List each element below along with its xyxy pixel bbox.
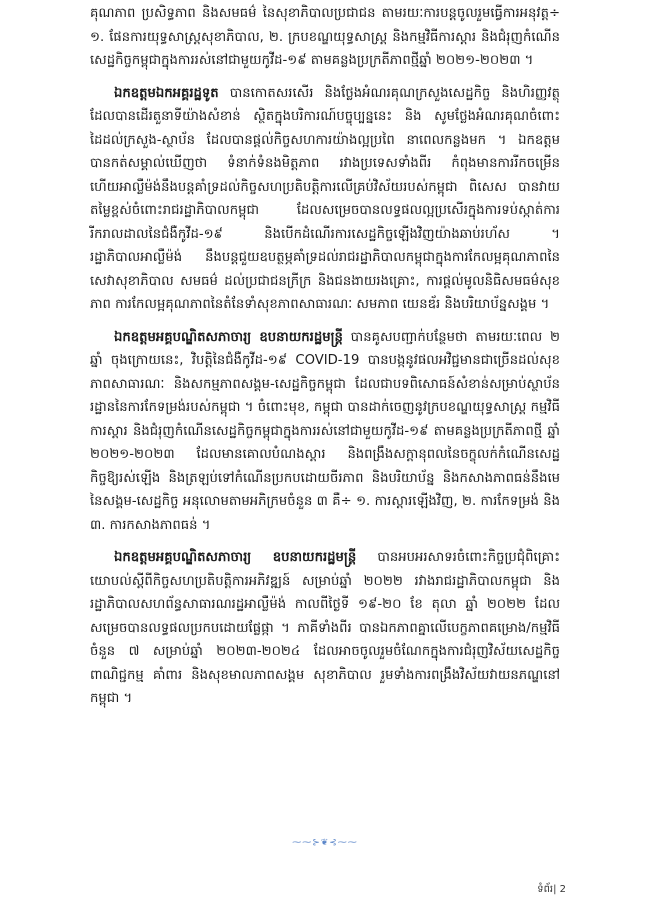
paragraph-3 <box>90 326 560 538</box>
divider-ornament-icon: ⁓⁓⊱❦⊰⁓⁓ <box>292 838 358 848</box>
paragraph-2-text: បានកោតសរសើរ និងថ្លែងអំណរគុណក្រសួងសេដ្ឋកិច្ច និងហិរញ្ញវត្ថុ ដែលបានដើរតួនាទីយ៉ាងសំខាន់ ស្ថិតក្នុងបរិការណ៍បច្ចុប្បន្ននេះ និង សូមថ្លែងអំណរគុណចំពោះដៃដល់ក្រសួង-ស្ថាប័ន ដែលបានផ្តល់កិច្ចសហការយ៉ាងល្អប្រពៃ នាពេលកន្លងមក ។ ឯកឧត្តម បានកត់សម្គាល់ឃើញថា ទំនាក់ទំនងមិត្តភាព រវាងប្រទេសទាំងពីរ កំពុងមានការរីកចម្រើន ហើយអាល្លឺម៉ង់នឹងបន្តគាំទ្រដល់កិច្ចសហប្រតិបត្តិការលើគ្រប់វិស័យរបស់កម្ពុជា ពិសេស បានវាយតម្លៃខ្ពស់ចំពោះរាជរដ្ឋាភិបាលកម្ពុជា ដែលសម្រេចបានលទ្ធផលល្អប្រសើរក្នុងការទប់ស្កាត់ការរីករាលដាលនៃជំងឺកូវីដ-១៩ និងបើកដំណើរការសេដ្ឋកិច្ចឡើងវិញយ៉ាងឆាប់រហ័ស ។ រដ្ឋាភិបាលអាល្លឺម៉ង់ នឹងបន្តជួយឧបត្ថម្ភគាំទ្រដល់រាជរដ្ឋាភិបាលកម្ពុជាក្នុងការកែលម្អគុណភាពនៃសេវាសុខាភិបាល សមធម៌ ដល់ប្រជាជនក្រីក្រ និងជនងាយរងគ្រោះ, ការផ្តល់មូលនិធិសមធម៌សុខភាព ការកែលម្អគុណភាពនៃតំនែទាំសុខភាពសាធារណៈ សមភាព យេនឌ័រ និងបរិយាប័ន្នសង្គម ។ <box>90 85 560 312</box>
paragraph-1-text: គុណភាព ប្រសិទ្ធភាព និងសមធម៌ នៃសុខាភិបាលប្រជាជន តាមរយៈការបន្តចូលរួមធ្វើការអនុវត្ត÷ ១. ផែនការយុទ្ធសាស្ត្រសុខាភិបាល, ២. ក្របខណ្ឌយុទ្ធសាស្ត្រ និងកម្មវិធីការស្តារ និងជំរុញកំណើនសេដ្ឋកិច្ចកម្ពុជាក្នុងការរស់នៅជាមួយកូវីដ-១៩ តាមគន្លងប្រក្រតីភាពថ្មីឆ្នាំ ២០២១-២០២៣ ។ <box>90 6 560 68</box>
paragraph-3-text: បានគូសបញ្ជាក់បន្ថែមថា តាមរយៈពេល ២ ឆ្នាំ ចុងក្រោយនេះ, វិបត្តិនៃជំងឺកូវីដ-១៩ COVID-19 បានបង្កនូវផលអវិជ្ជមានជាច្រើនដល់សុខភាពសាធារណៈ និងសកម្មភាពសង្គម-សេដ្ឋកិច្ចកម្ពុជា ដែលជាបទពិសោធន៍សំខាន់សម្រាប់ស្ថាប័នរដ្ឋាននៃការកែទម្រង់របស់កម្ពុជា ។ ចំពោះមុខ, កម្ពុជា បានដាក់ចេញនូវក្របខណ្ឌយុទ្ធសាស្ត្រ កម្មវិធីការស្តារ និងជំរុញកំណើនសេដ្ឋកិច្ចកម្ពុជាក្នុងការរស់នៅជាមួយកូវីដ-១៩ តាមគន្លងប្រក្រតីភាពថ្មី ឆ្នាំ ២០២១-២០២៣ ដែលមានគោលបំណងស្តារ និងពង្រឹងសក្តានុពលនៃចក្ខុលក់កំណើនសេដ្ឋកិច្ចឱ្យរស់ឡើង និងត្រឡប់ទៅកំណើនប្រកបដោយចីរភាព និងបរិយាប័ន្ន និងកសាងភាពធន់នឹងមេនៃសង្គម-សេដ្ឋកិច្ច អនុលោមតាមអភិក្រមចំនួន ៣ គឺ÷ ១. ការស្តារឡើងវិញ, ២. ការកែទម្រង់ និង ៣. ការកសាងភាពធន់ ។ <box>90 329 560 533</box>
paragraph-2-lead: ឯកឧត្តមឯកអគ្គរដ្ឋទូត <box>114 85 219 101</box>
page-number: ទំព័រ| 2 <box>537 884 566 895</box>
paragraph-4-lead: ឯកឧត្តមអគ្គបណ្ឌិតសភាចារ្យ ឧបនាយករដ្ឋមន្ត្រី <box>114 550 357 565</box>
paragraph-4-text: បានអបអរសាទរចំពោះកិច្ចប្រជុំពិគ្រោះយោបល់ស្តីពីកិច្ចសហប្រតិបត្តិការអភិវឌ្ឍន៍ សម្រាប់ឆ្នាំ ២០២២ រវាងរាជរដ្ឋាភិបាលកម្ពុជា និងរដ្ឋាភិបាលសហព័ន្ធសាធារណរដ្ឋអាល្លឺម៉ង់ កាលពីថ្ងៃទី ១៩-២០ ខែ តុលា ឆ្នាំ ២០២២ ដែលសម្រេចបានលទ្ធផលប្រកបដោយផ្លែផ្កា ។ ភាគីទាំងពីរ បានឯកភាពគ្នាលើបេក្ខភាពគម្រោង/កម្មវិធីចំនួន ៧ សម្រាប់ឆ្នាំ ២០២៣-២០២៤ ដែលអាចចូលរួមចំណែកក្នុងការជំរុញវិស័យសេដ្ឋកិច្ច ពាណិជ្ជកម្ម គាំពារ និងសុខមាលភាពសង្គម សុខាភិបាល រួមទាំងការពង្រឹងវិស័យវាយនភណ្ឌនៅកម្ពុជា ។ <box>90 550 561 706</box>
paragraph-1 <box>90 2 560 73</box>
paragraph-2 <box>90 82 560 317</box>
document-body <box>90 0 560 711</box>
paragraph-3-lead: ឯកឧត្តមអគ្គបណ្ឌិតសភាចារ្យ ឧបនាយករដ្ឋមន្ត្រី <box>114 329 343 345</box>
paragraph-4 <box>90 546 560 711</box>
